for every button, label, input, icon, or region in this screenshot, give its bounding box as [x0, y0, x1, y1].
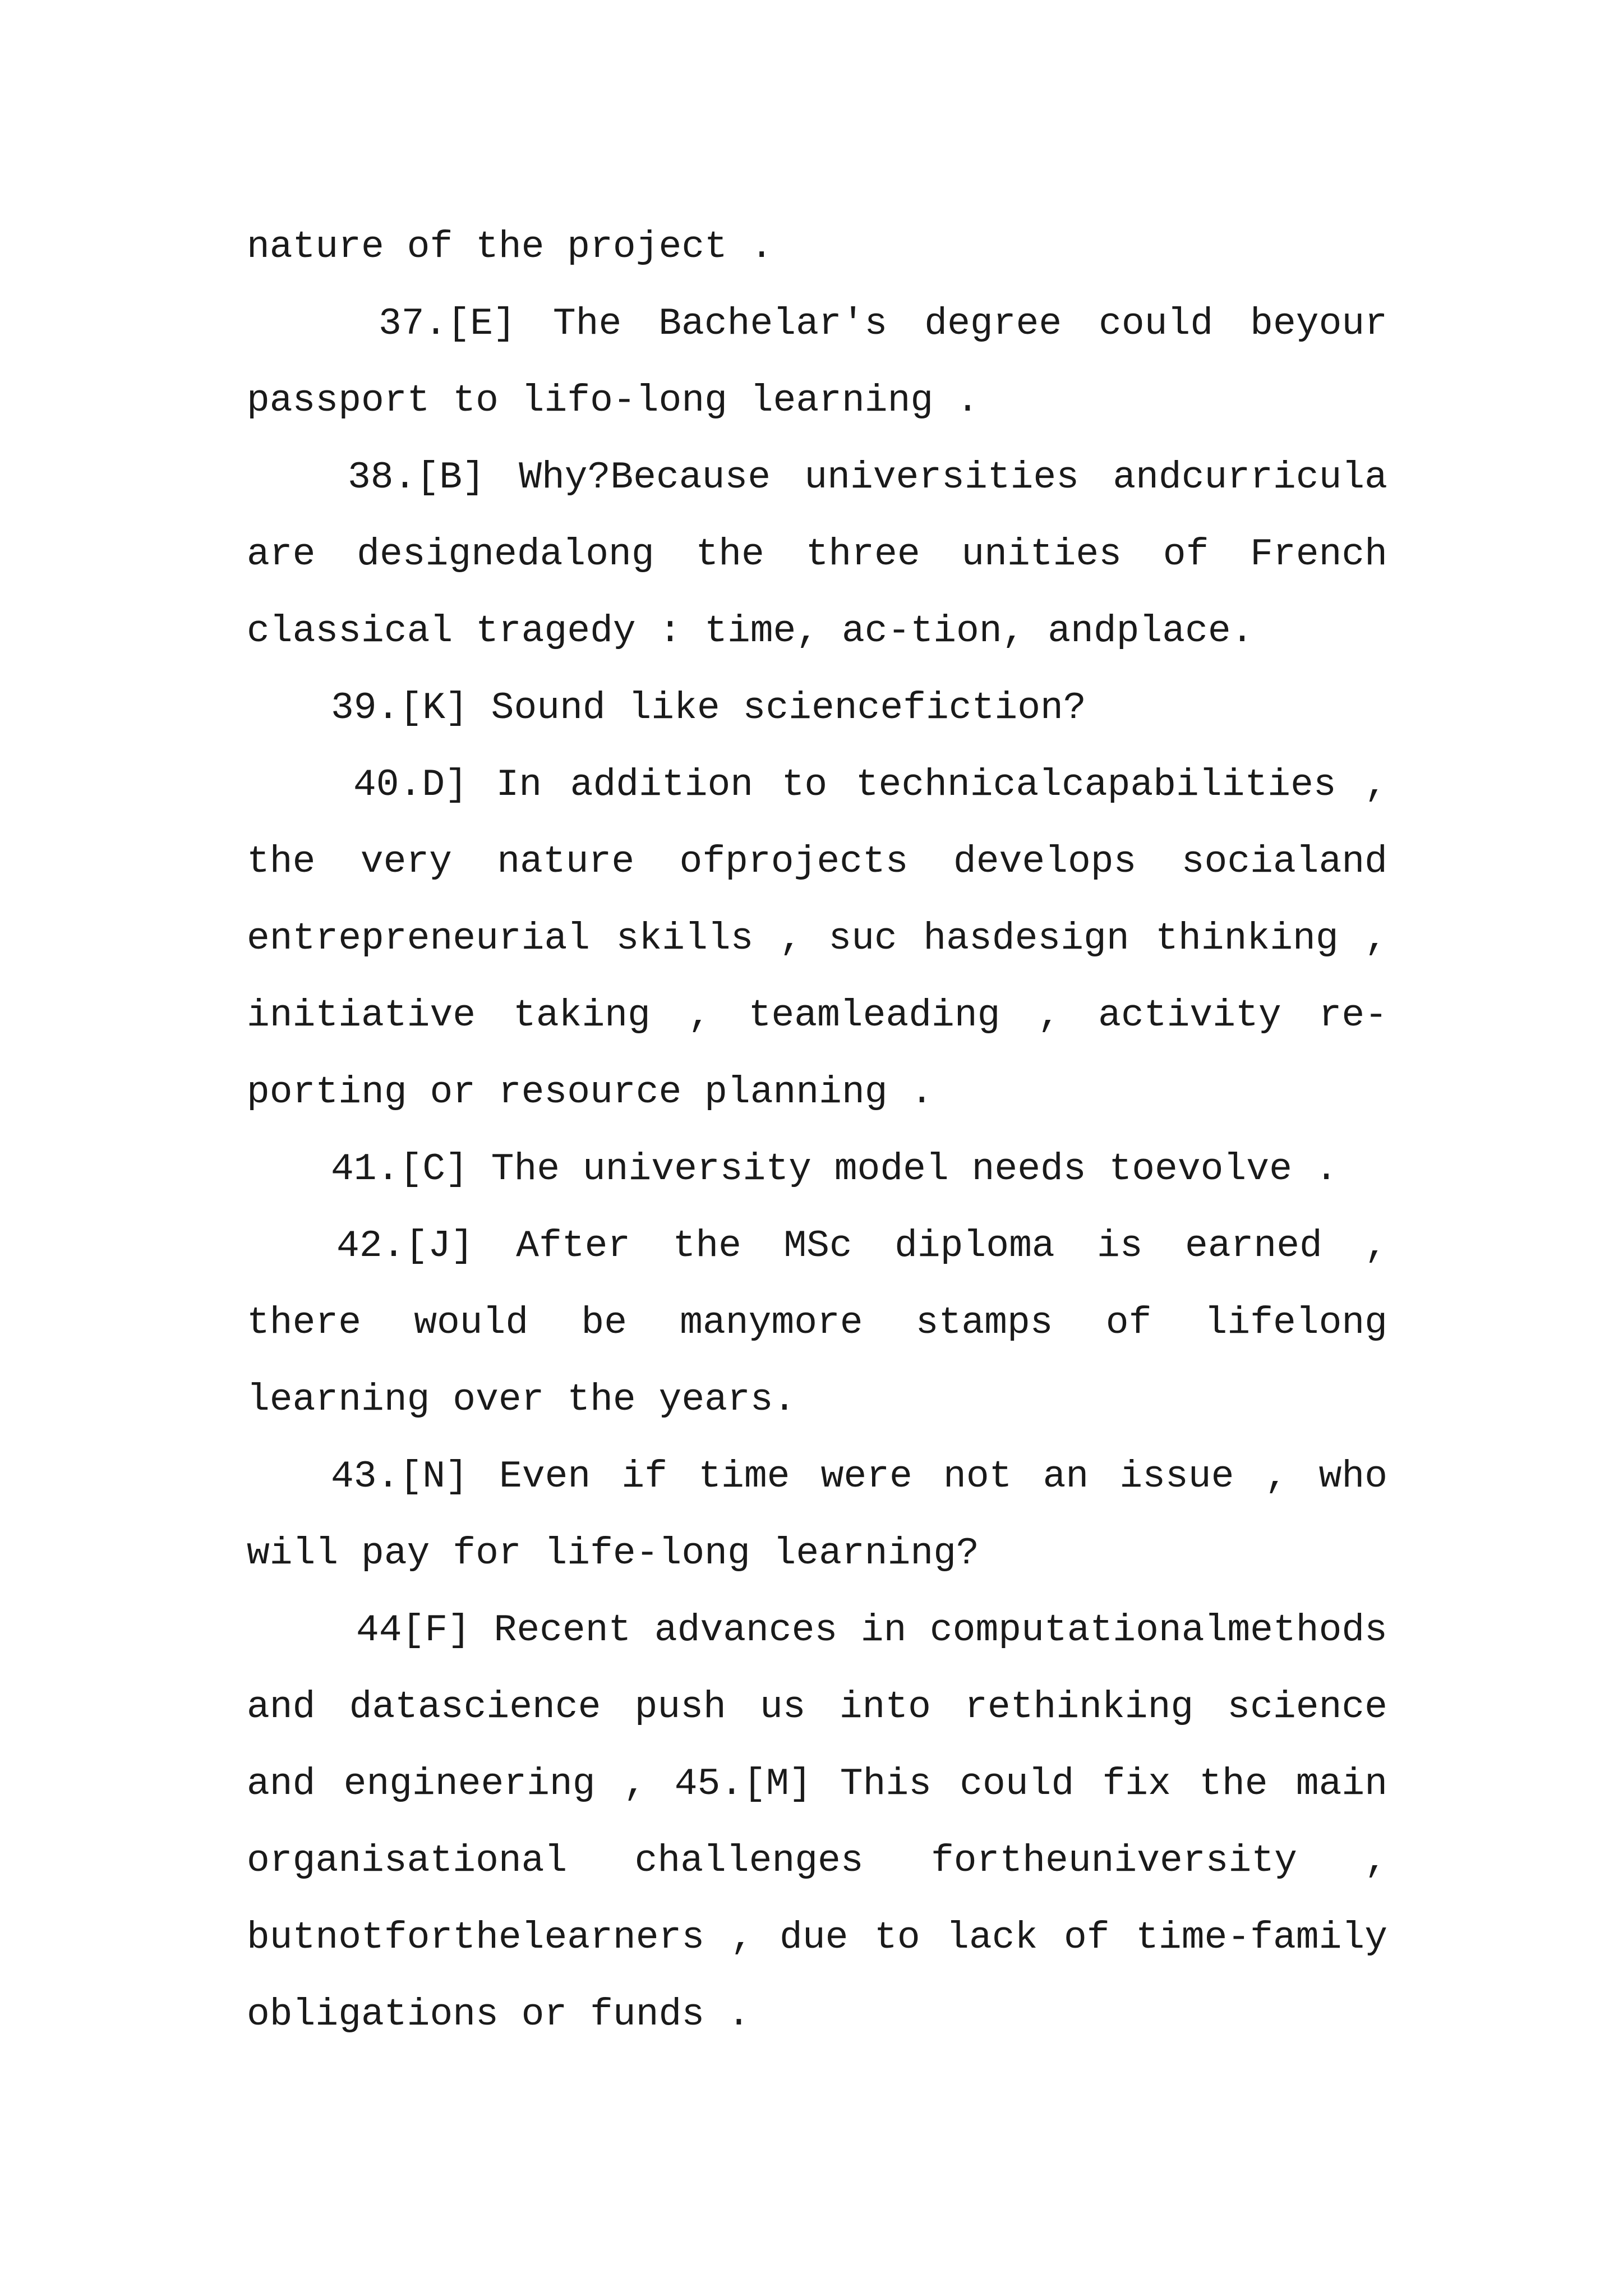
answer-41: 41.[C] The university model needs toevolve . [331, 1148, 1338, 1191]
answer-37: 37.[E] The Bachelar's degree could beyour passport to lifo-long learning . [247, 302, 1387, 422]
answer-44-45: 44[F] Recent advances in computationalmethods and datascience push us into rethinking science and engineering , 45.[M] This could fix the main organisational challenges fortheuniversity , butnotforthelearners , due to lack of time-family obligations or funds . [247, 1609, 1387, 2036]
paragraph-continuation: nature of the project . [247, 226, 773, 269]
answer-40: 40.D] In addition to technicalcapabilities , the very nature ofprojects develops socialand entrepreneurial skills , suc hasdesign thinking , initiative taking , teamleading , activity re-porting or resource planning . [247, 763, 1387, 1114]
answer-43: 43.[N] Even if time were not an issue , who will pay for life-long learning? [247, 1455, 1387, 1575]
document-page [247, 209, 1387, 2053]
answer-39: 39.[K] Sound like sciencefiction? [331, 687, 1086, 730]
answer-38: 38.[B] Why?Because universities andcurricula are designedalong the three unities of French classical tragedy : time, ac-tion, andplace. [247, 456, 1387, 653]
answer-42: 42.[J] After the MSc diploma is earned , there would be manymore stamps of lifelong learning over the years. [247, 1225, 1387, 1421]
